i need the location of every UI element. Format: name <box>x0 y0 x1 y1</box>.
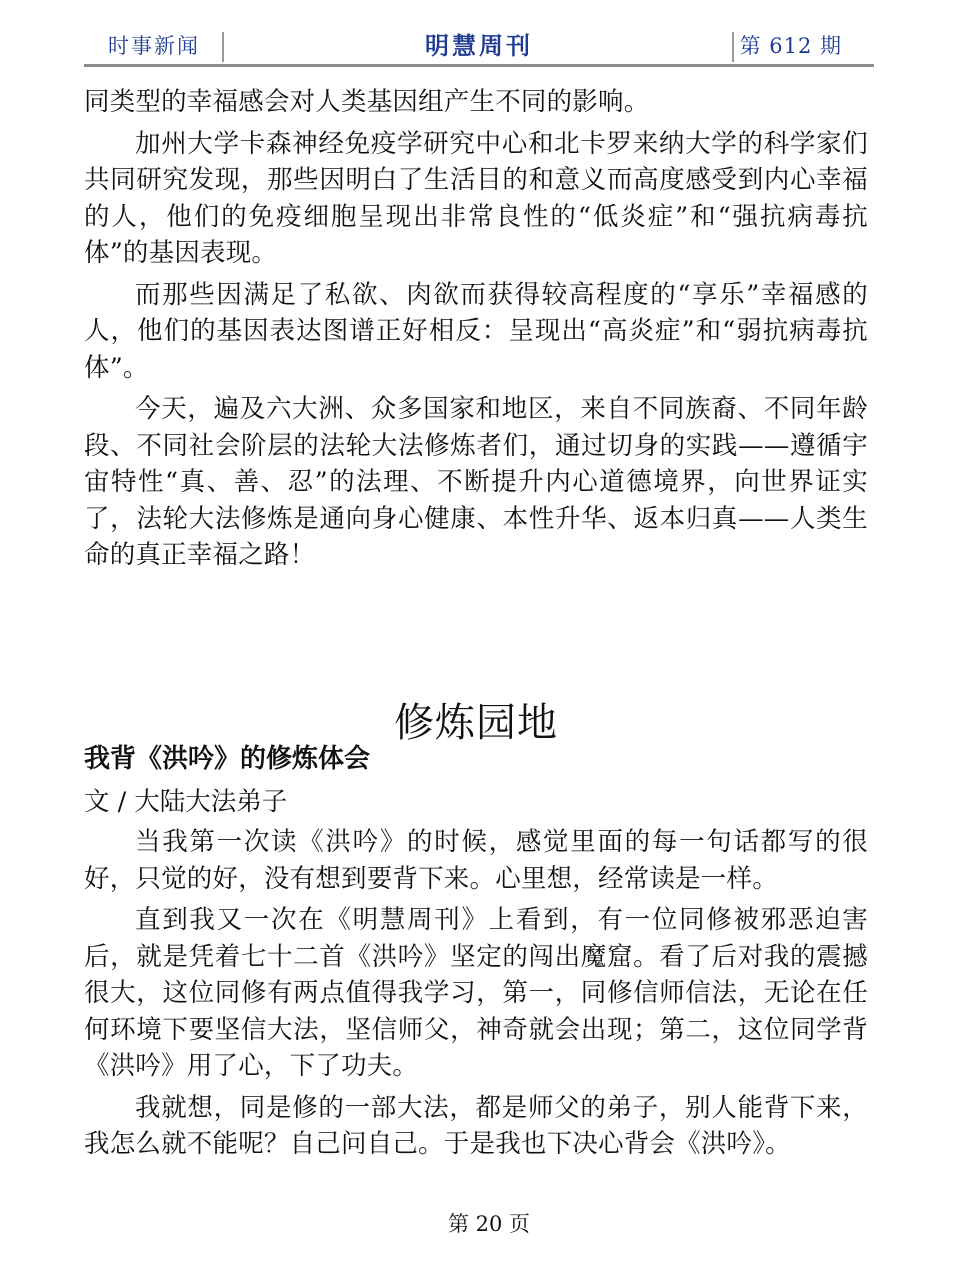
body-paragraph: 而那些因满足了私欲、肉欲而获得较高程度的“享乐”幸福感的人，他们的基因表达图谱正好相反：呈现出“高炎症”和“弱抗病毒抗体”。 <box>84 279 868 383</box>
article-paragraph: 直到我又一次在《明慧周刊》上看到，有一位同修被邪恶迫害后，就是凭着七十二首《洪吟》坚定的闯出魔窟。看了后对我的震撼很大，这位同修有两点值得我学习，第一，同修信师信法，无论在任何环境下要坚信大法，坚信师父，神奇就会出现；第二，这位同学背《洪吟》用了心，下了功夫。 <box>84 905 868 1081</box>
body-paragraph: 加州大学卡森神经免疫学研究中心和北卡罗来纳大学的科学家们共同研究发现，那些因明白了生活目的和意义而高度感受到内心幸福的人，他们的免疫细胞呈现出非常良性的“低炎症”和“强抗病毒抗体”的基因表现。 <box>84 128 868 268</box>
article-title: 我背《洪吟》的修炼体会 <box>84 744 371 774</box>
article-byline: 文 / 大陆大法弟子 <box>84 787 288 817</box>
header-divider-right <box>732 32 734 62</box>
page-number: 第 20 页 <box>447 1212 531 1236</box>
news-body <box>84 84 868 574</box>
article <box>84 740 868 1163</box>
body-paragraph: 同类型的幸福感会对人类基因组产生不同的影响。 <box>84 87 650 117</box>
section-title: 修炼园地 <box>394 699 558 746</box>
page-header <box>84 28 874 66</box>
body-paragraph: 今天，遍及六大洲、众多国家和地区，来自不同族裔、不同年龄段、不同社会阶层的法轮大法修炼者们，通过切身的实践——遵循宇宙特性“真、善、忍”的法理、不断提升内心道德境界，向世界证实了，法轮大法修炼是通向身心健康、本性升华、返本归真——人类生命的真正幸福之路！ <box>84 394 868 570</box>
article-paragraph: 我就想，同是修的一部大法，都是师父的弟子，别人能背下来，我怎么就不能呢？自己问自己。于是我也下决心背会《洪吟》。 <box>84 1092 868 1159</box>
header-section-label: 时事新闻 <box>108 34 200 58</box>
header-issue-number: 第 612 期 <box>739 34 842 58</box>
article-paragraph: 当我第一次读《洪吟》的时候，感觉里面的每一句话都写的很好，只觉的好，没有想到要背下来。心里想，经常读是一样。 <box>84 827 868 894</box>
header-masthead: 明慧周刊 <box>425 31 533 60</box>
header-rule <box>84 64 874 67</box>
